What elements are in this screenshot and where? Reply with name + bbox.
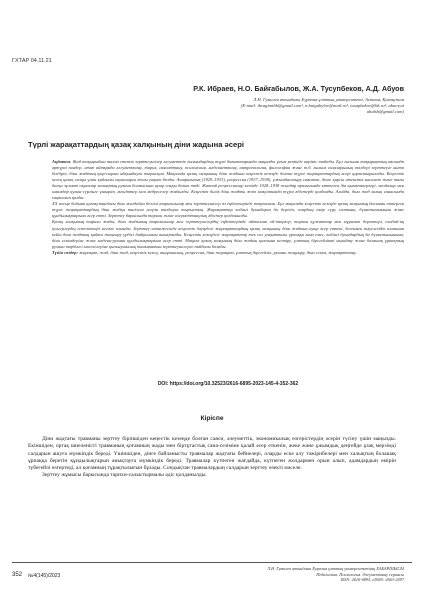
authors: Р.К. Ибраев, Н.О. Байғабылов, Ж.А. Тусупбеков, А.Д. Абуов bbox=[193, 84, 404, 93]
journal-series: Педагогика. Психология. Әлеуметтану сериясы bbox=[316, 571, 404, 577]
footer-divider bbox=[12, 562, 412, 563]
abstract-label: Аңдатпа. bbox=[52, 159, 72, 164]
article-title: Түрлі жарақаттардың қазақ халқының діни жадына әсері bbox=[28, 140, 244, 149]
keywords-label: Түйін сөздер: bbox=[52, 249, 78, 255]
journal-info bbox=[204, 566, 404, 583]
doi-link[interactable]: DOI: https://doi.org/10.32523/2616-6895-2023-145-4-352-362 bbox=[157, 381, 299, 387]
affiliation-emails-cont: ahalsh@gmail.com) bbox=[366, 109, 404, 115]
abstract-text: Жад тақырыбын талап ететін зерттеушілер әлеуметтік ғылымдардың түрлі бағыттарында маңызды ұғым ретінде көрініс табады. Бұл ғылыми тақырыптың аясында әртүрлі пәндер, атап айтқанда әлеуметтану, тарих, саясаттану, психология, мәдениеттану, антропология, философия және т.б. ғылым салаларының өкілдері зерттеуге ынта білдіріп, діни жадтың қыр-сырын айқындауға тырысқан. Мақалада қазақ халқының діни жадына кеңестік кезеңде болған түрлі жарақаттардың әсері қарастырылады. Кеңестік кезең қазақ халқы үшін қайғылы оқиғаларға толы уақыт болды. Ашаршылық (1929–1933), репрессия (1937–1938), ұжымдастыру саясаты, дінге қарсы атеистік насихат және тағы басқа зұлмат оқиғалар халықтың рухани болмысына ауыр соққы болып тиді. Жаппай репрессиялар кезінде 1928–1938 жылдар аралығында көптеген дін қызметкерлері, молдалар мен имамдар қуғын-сүргінге ұшырап, мешіттер мен медреселер жабылды. Кеңестік билік діни жадты жою мақсатында түрлі әдістерді қолданды. Алайда, діни жад халық санасында сақталып қалды. bbox=[52, 159, 404, 201]
abstract-paragraph-2: ХХ ғасыр бойына қазақстандағы діни жағдайға белгілі тарихшылар мен зерттеушілер өз еңбектерінде тоқталған. Бұл мақалада кеңестік кезеңде қазақ халқының басынан өткерген түрлі жарақаттардың діни жадқа тигізген әсерін талдауға тырыстық. Жарақаттар кейінгі буындарға да беріліп, олардың өмір сүру салтына, дүниетанымына және құндылықтарына әсер етті. Зерттеу барысында тарихи және әлеуметтанулық әдістер қолданылды. bbox=[52, 201, 404, 219]
body-paragraph-2: Зерттеу жұмысы барысында тарихи-салыстырмалы әдіс қолданылды. bbox=[42, 472, 207, 479]
issue-number: №4(145)/2023 bbox=[28, 573, 61, 579]
keywords-text: жарақат, жад, діни жад, кеңестік кезең, ашаршылық, репрессия, діни жарақат, ұлттық бірегейлік, рухани жаңғыру, діни сенім, жарақаттану. bbox=[79, 249, 357, 255]
affiliation-line: Л.Н. Гумилев атындағы Еуразия ұлттық университеті, Астана, Қазақстан bbox=[253, 97, 404, 102]
keywords bbox=[52, 250, 404, 256]
abstract bbox=[52, 159, 404, 256]
page-number: 352 bbox=[12, 572, 23, 578]
affiliation bbox=[104, 97, 404, 115]
journal-name: Л.Н. Гумилев атындағы Еуразия ұлттық университетінің ХАБАРШЫСЫ bbox=[267, 566, 404, 571]
abstract-paragraph bbox=[52, 159, 404, 201]
body-paragraph-1: Діни жадтағы травманы зерттеу біріншіден кеңестік кезеңде болған саяси, әлеуметтік, экономикалық өзгерістердің әсерін түсіну үшін маңызды. Екіншіден, ортақ шиеленісті травманың қоғамның жады мен біртұтастық сана-сезіміне қалай әсер еткенін, жеке және ұжымдық деңгейде ұзақ мерзімді салдарын ашуға мүмкіндік береді. Үшіншіден, дінге байланысты травмалар жадтағы бейнелері, оларды еске алу тәжірибелері мен халықтың болашақ ұрпаққа беретін құндылықтарын анықтауға мүмкіндік береді. Травмалар күтпеген жағдайда, күтпеген жолдармен орын алып, адамдардың өмірін түбегейлі өзгертеді, ал қоғамның тұрақтылығын бұзады. Сондықтан травмалардың салдарын зерттеу өзекті мәселе. bbox=[28, 436, 396, 472]
affiliation-emails: (E-mail: ibragimibb@gmail.com¹, n.baigabylov@mail.ru², tusupbekov@bk.ru³, abuov.at bbox=[240, 103, 404, 109]
journal-issn: ISSN: 2616-6895, eISSN: 2663-2497 bbox=[340, 577, 404, 583]
grnti-code: ГХТАР 04.11.21 bbox=[12, 58, 52, 64]
body-text bbox=[28, 436, 396, 480]
abstract-paragraph-3: Қазақ халқының тарихи жады, діни жадының тарихшылар мен зерттеушілердің еңбектерінде айтылған ой-пікірлер, тарихи құжаттар мен мұрағат деректері, сондай-ақ куәгерлердің естеліктері негізге алынды. Зерттеу нәтижесінде кеңестік дәуірдегі жарақаттардың қазақ халқының діни жадына ауыр әсер еткені, дегенмен тәуелсіздік алғаннан кейін діни жадтың қайта жаңғыру үрдісі байқалғаны анықталды. Кеңестік кезеңдегі жарақаттар тек сол уақыттағы ұрпаққа ғана емес, кейінгі буындардың да дүниетанымына, діни сенімдеріне және мәдени-рухани құндылықтарына әсер етті. Мақала қазақ халқының діни жадын қалпына келтіру, ұлттық бірегейлікті нығайту және болашақ ұрпақтың рухани тәрбиесі мәселелеріне қызығушылық танытатын зерттеушілерге пайдалы болады. bbox=[52, 219, 404, 249]
section-heading-introduction: Кіріспе bbox=[200, 415, 224, 422]
